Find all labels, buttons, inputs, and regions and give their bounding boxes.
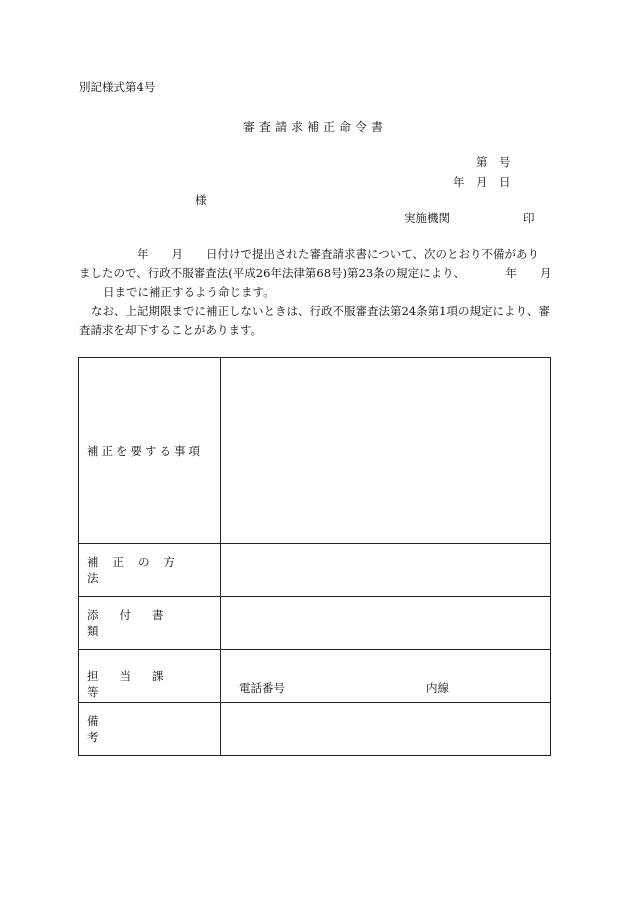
body-line-2: ましたので、行政不服審査法(平成26年法律第68号)第23条の規定により、 年 月: [79, 266, 552, 280]
value-items-requiring-correction[interactable]: [221, 358, 551, 544]
table-row-items: [79, 358, 551, 544]
document-title: 審査請求補正命令書: [242, 120, 387, 134]
body-line-3: 日までに補正するよう命じます。: [103, 285, 275, 299]
label-text: 補正の方法: [87, 555, 189, 585]
value-remarks[interactable]: [221, 703, 551, 756]
table-row-department: [79, 650, 551, 703]
body-line-1: 年 月 日付けで提出された審査請求書について、次のとおり不備があり: [137, 247, 540, 261]
body-line-5: 査請求を却下することがあります。: [79, 323, 263, 337]
issuing-agency: [404, 211, 535, 225]
document-number-line: 第 号: [476, 155, 511, 169]
addressee-suffix: 様: [195, 193, 207, 207]
table-row-remarks: [79, 703, 551, 756]
table-row-method: [79, 544, 551, 597]
correction-form-table: [78, 357, 551, 756]
agency-label: 実施機関: [404, 211, 450, 225]
label-text: 備考: [87, 714, 183, 744]
seal-mark: 印: [523, 211, 535, 225]
label-items-requiring-correction: [79, 358, 221, 544]
body-line-4: なお、上記期限までに補正しないときは、行政不服審査法第24条第1項の規定により、審: [91, 304, 550, 318]
value-correction-method[interactable]: [221, 544, 551, 597]
label-attached-documents: [79, 597, 221, 650]
label-responsible-department: [79, 650, 221, 703]
label-text: 担当課等: [87, 669, 185, 699]
label-text: 補正を要する事項: [87, 443, 203, 458]
value-responsible-department[interactable]: [221, 650, 551, 703]
extension-label: 内線: [426, 681, 449, 695]
value-attached-documents[interactable]: [221, 597, 551, 650]
label-text: 添付書類: [87, 608, 185, 638]
phone-number-label: 電話番号: [239, 681, 285, 695]
label-remarks: [79, 703, 221, 756]
table-row-attachments: [79, 597, 551, 650]
label-correction-method: [79, 544, 221, 597]
form-number: 別記様式第4号: [79, 80, 156, 94]
issue-date-line: 年 月 日: [453, 175, 511, 189]
